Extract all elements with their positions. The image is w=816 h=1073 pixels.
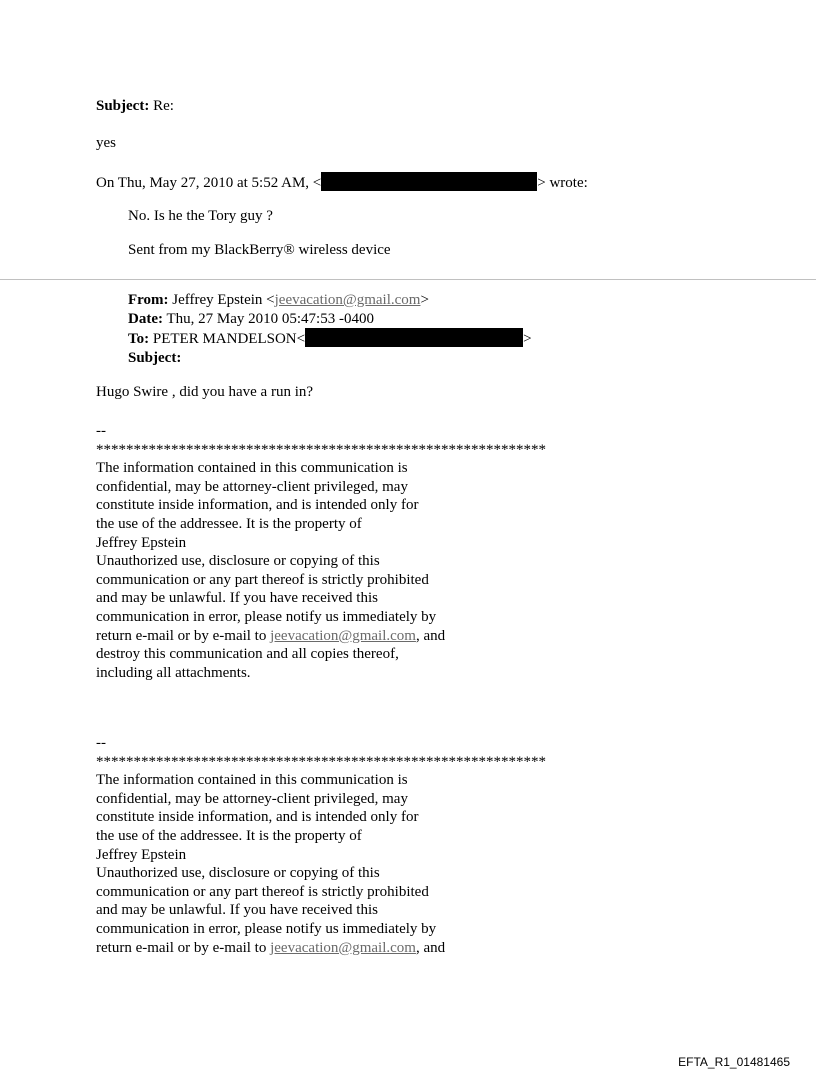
header-subject-label: Subject: [128, 349, 182, 366]
attribution-suffix: > wrote: [537, 175, 588, 191]
date-line [128, 310, 532, 329]
from-email-link[interactable]: jeevacation@gmail.com [274, 292, 421, 308]
disclaimer-line: communication or any part thereof is strictly prohibited [96, 571, 429, 588]
disclaimer-line: Jeffrey Epstein [96, 534, 187, 551]
disclaimer-line: constitute inside information, and is intended only for [96, 497, 419, 514]
disclaimer-email-link[interactable]: jeevacation@gmail.com [270, 627, 416, 644]
from-label: From: [128, 292, 169, 308]
disclaimer-email-line [96, 627, 546, 646]
disclaimer-line: confidential, may be attorney-client privileged, may [96, 790, 408, 807]
disclaimer-block [96, 734, 546, 957]
redaction-bar [321, 172, 537, 191]
date-label: Date: [128, 310, 163, 327]
to-close: > [523, 331, 532, 348]
from-name: Jeffrey Epstein < [168, 292, 275, 308]
disclaimer-line: the use of the addressee. It is the property of [96, 827, 362, 844]
disclaimer-line: communication in error, please notify us immediately by [96, 608, 437, 625]
date-value: Thu, 27 May 2010 05:47:53 -0400 [162, 310, 374, 327]
disclaimer-line: and may be unlawful. If you have received this [96, 902, 378, 919]
disclaimer-stars: ************************************************************ [96, 753, 546, 770]
to-line [128, 328, 532, 349]
subject-value: Re: [149, 98, 174, 114]
header-subject-line [128, 349, 532, 368]
disclaimer-stars: ************************************************************ [96, 441, 546, 458]
from-line [128, 291, 532, 310]
disclaimer-email-suffix: , and [415, 939, 446, 956]
disclaimer-dashes: -- [96, 735, 106, 751]
disclaimer-email-suffix: , and [415, 627, 446, 644]
divider [0, 279, 816, 280]
subject-label: Subject: [96, 98, 150, 114]
disclaimer-line: confidential, may be attorney-client privileged, may [96, 478, 408, 495]
disclaimer-block [96, 422, 546, 682]
disclaimer-line: the use of the addressee. It is the property of [96, 515, 362, 532]
quoted-line: No. Is he the Tory guy ? [128, 208, 273, 224]
document-id: EFTA_R1_01481465 [678, 1055, 790, 1069]
disclaimer-email-link[interactable]: jeevacation@gmail.com [270, 939, 416, 956]
to-value: PETER MANDELSON< [149, 331, 306, 348]
disclaimer-email-line [96, 939, 546, 958]
redaction-bar [305, 328, 523, 347]
from-close: > [420, 292, 429, 308]
disclaimer-line: Unauthorized use, disclosure or copying of this [96, 553, 380, 570]
quoted-signature: Sent from my BlackBerry® wireless device [128, 242, 391, 258]
disclaimer-line: The information contained in this communication is [96, 460, 408, 477]
disclaimer-line: communication in error, please notify us immediately by [96, 920, 437, 937]
body-text: Hugo Swire , did you have a run in? [96, 384, 314, 400]
disclaimer-email-prefix: return e-mail or by e-mail to [96, 939, 271, 956]
top-subject-line [96, 98, 174, 115]
disclaimer-line: communication or any part thereof is strictly prohibited [96, 883, 429, 900]
disclaimer-line: destroy this communication and all copies thereof, [96, 646, 399, 663]
attribution-line [96, 172, 588, 192]
disclaimer-line: and may be unlawful. If you have received this [96, 590, 378, 607]
to-label: To: [128, 331, 150, 348]
disclaimer-dashes: -- [96, 423, 106, 439]
attribution-prefix: On Thu, May 27, 2010 at 5:52 AM, < [96, 175, 322, 191]
disclaimer-line: Jeffrey Epstein [96, 846, 187, 863]
disclaimer-line: Unauthorized use, disclosure or copying of this [96, 865, 380, 882]
disclaimer-line: The information contained in this communication is [96, 772, 408, 789]
disclaimer-email-prefix: return e-mail or by e-mail to [96, 627, 271, 644]
message-header [128, 291, 532, 367]
disclaimer-line: including all attachments. [96, 664, 251, 681]
reply-text: yes [96, 135, 116, 151]
disclaimer-line: constitute inside information, and is intended only for [96, 809, 419, 826]
